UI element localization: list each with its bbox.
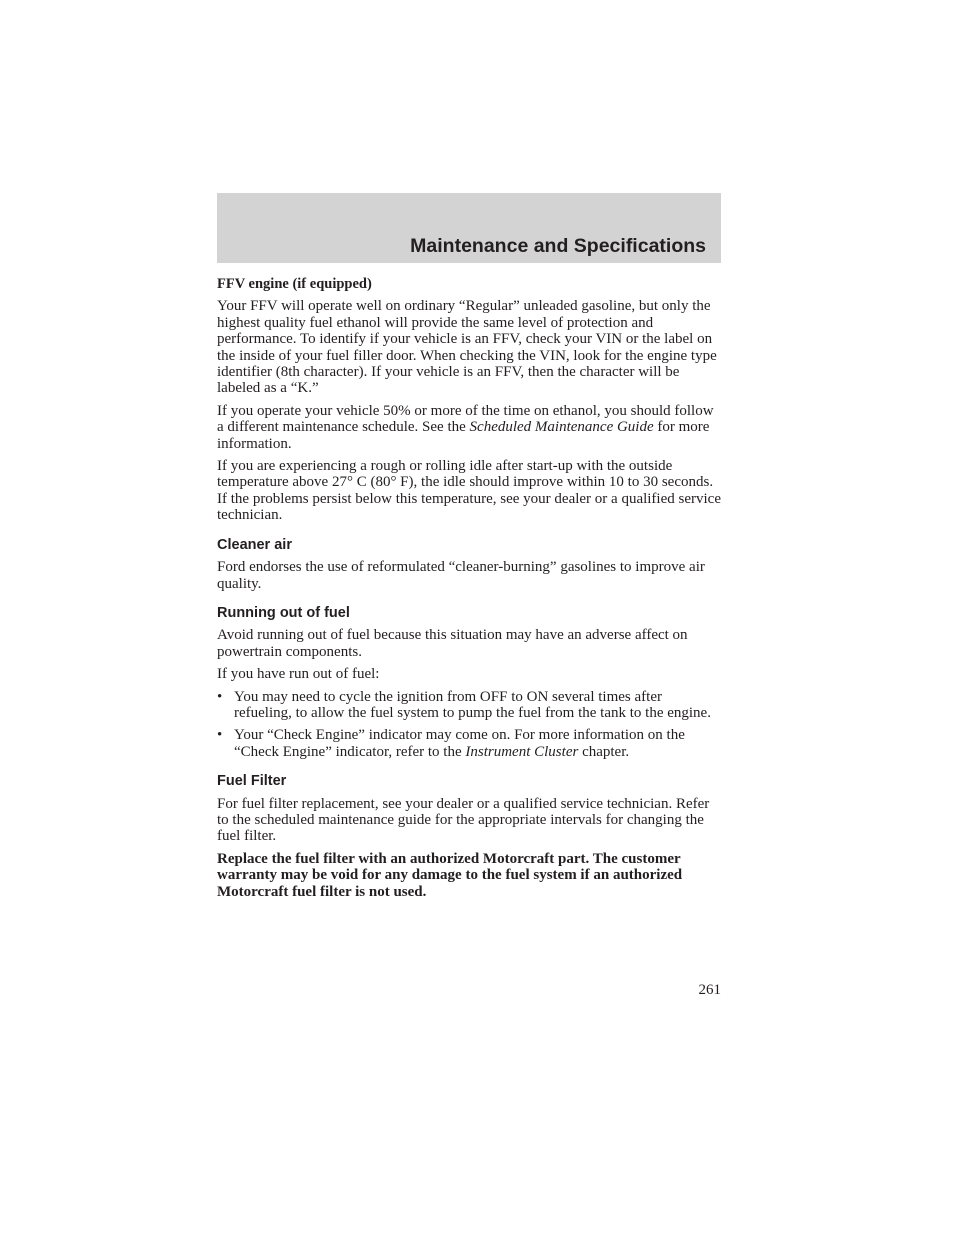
running-out-bullet-list — [217, 689, 722, 761]
page-number: 261 — [698, 982, 721, 998]
instrument-cluster-reference: Instrument Cluster — [465, 743, 579, 760]
bullet-text: You may need to cycle the ignition from OFF to ON several times after refueling, to allow the fuel system to pump the fuel from the tank to the engine. — [234, 688, 711, 721]
running-out-paragraph-1: Avoid running out of fuel because this situation may have an adverse affect on powertrain components. — [217, 627, 688, 660]
fuel-filter-paragraph: For fuel filter replacement, see your dealer or a qualified service technician. Refer to the scheduled maintenance guide for the appropriate intervals for changing the fuel filter. — [217, 795, 710, 845]
bullet-text — [234, 727, 685, 759]
bullet-text-end: chapter. — [578, 743, 630, 760]
running-out-paragraph-2: If you have run out of fuel: — [217, 666, 380, 683]
bullet-text-start: Your “Check Engine” indicator may come on. For more information on the “Check Engine” indicator, refer to the — [234, 727, 685, 760]
fuel-filter-heading: Fuel Filter — [217, 773, 287, 790]
section-header-band — [217, 193, 721, 263]
scheduled-maintenance-guide-reference: Scheduled Maintenance Guide — [469, 419, 654, 436]
page-content — [217, 276, 722, 906]
ffv-paragraph-2 — [217, 403, 722, 452]
fuel-filter-warning: Replace the fuel filter with an authorized Motorcraft part. The customer warranty may be void for any damage to the fuel system if an authorized Motorcraft fuel filter is not used. — [217, 850, 683, 900]
cleaner-air-heading: Cleaner air — [217, 536, 292, 553]
ffv-paragraph-1: Your FFV will operate well on ordinary “Regular” unleaded gasoline, but only the highest quality fuel ethanol will provide the same level of protection and performance. To identify if your vehicle is an FFV, check your VIN or the label on the inside of your fuel filler door. When checking the VIN, look for the engine type identifier (8th character). If your vehicle is an FFV, then the character will be labeled as a “K.” — [217, 298, 717, 397]
ffv-paragraph-2-end: for more information. — [217, 419, 710, 452]
bullet-icon: • — [217, 727, 223, 744]
ffv-paragraph-2-text: If you operate your vehicle 50% or more of the time on ethanol, you should follow a different maintenance schedule. See the — [217, 402, 714, 436]
list-item — [217, 689, 722, 722]
ffv-heading: FFV engine (if equipped) — [217, 276, 372, 292]
section-title: Maintenance and Specifications — [410, 235, 706, 257]
ffv-paragraph-3: If you are experiencing a rough or rolling idle after start-up with the outside temperature above 27° C (80° F), the idle should improve within 10 to 30 seconds. If the problems persist below this temperature, see your dealer or a qualified service technician. — [217, 458, 721, 524]
list-item — [217, 727, 722, 760]
cleaner-air-paragraph: Ford endorses the use of reformulated “cleaner-burning” gasolines to improve air quality. — [217, 559, 705, 592]
running-out-heading: Running out of fuel — [217, 604, 350, 621]
bullet-icon: • — [217, 688, 223, 705]
